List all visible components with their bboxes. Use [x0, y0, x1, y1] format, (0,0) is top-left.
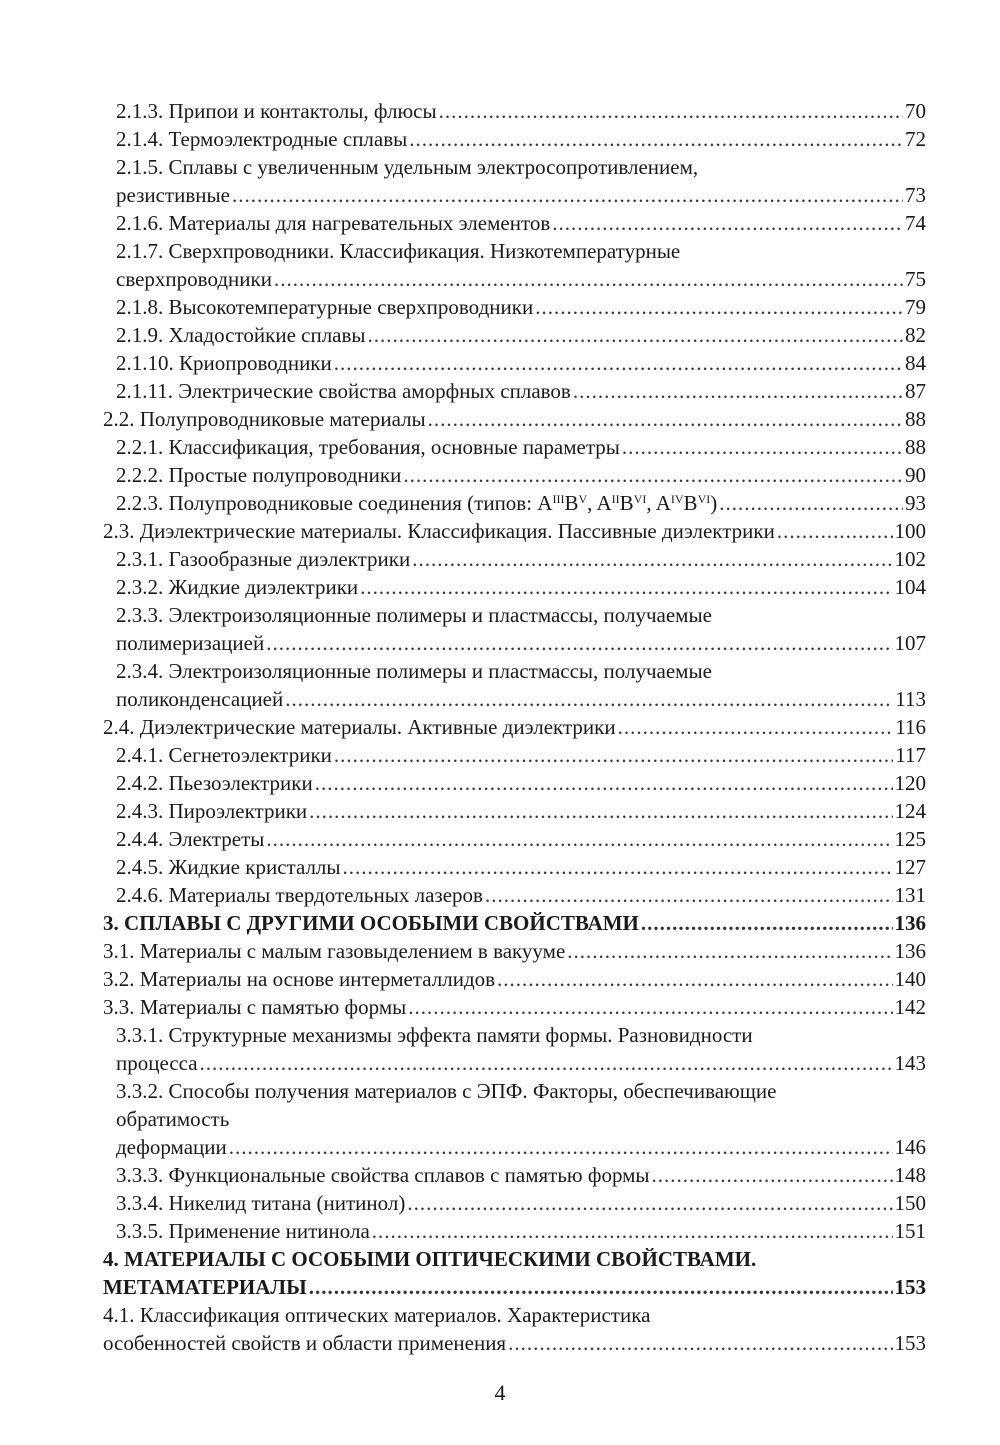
toc-entry-title: 3.3. Материалы с памятью формы — [103, 995, 407, 1019]
toc-entry-page: 74 — [905, 211, 926, 235]
toc-entry-page: 142 — [894, 995, 926, 1019]
toc-entry-title-line: 2.1.5. Сплавы с увеличенным удельным электросопротивлением, — [116, 155, 699, 179]
leader-dots — [309, 797, 892, 825]
toc-entry-page: 82 — [905, 323, 926, 347]
toc-entry-title-line: 2.3.4. Электроизоляционные полимеры и пластмассы, получаемые — [116, 659, 712, 683]
toc-entry-title: 2.1.8. Высокотемпературные сверхпроводники — [116, 295, 534, 319]
toc-entry-2-1-4[interactable] — [116, 125, 926, 153]
toc-entry-page: 113 — [895, 687, 926, 711]
toc-entry-title: 3.3.5. Применение нитинола — [116, 1219, 370, 1243]
toc-entry-3-3-1[interactable] — [116, 1021, 926, 1077]
toc-entry-title: резистивные — [116, 183, 230, 207]
toc-entry-3-3-4[interactable] — [116, 1189, 926, 1217]
toc-entry-2-4-3[interactable] — [116, 797, 926, 825]
toc-entry-title: поликонденсацией — [116, 687, 284, 711]
leader-dots — [567, 937, 892, 965]
leader-dots — [274, 265, 903, 293]
toc-entry-page: 117 — [895, 743, 926, 767]
leader-dots — [232, 181, 903, 209]
toc-entry-title: 2.1.9. Хладостойкие сплавы — [116, 323, 366, 347]
leader-dots — [428, 405, 903, 433]
toc-entry-title: 2.1.4. Термоэлектродные сплавы — [116, 127, 408, 151]
toc-entry-title: 3.3.3. Функциональные свойства сплавов с памятью формы — [116, 1163, 650, 1187]
leader-dots — [285, 685, 893, 713]
page-number: 4 — [494, 1380, 506, 1405]
leader-dots — [641, 909, 893, 937]
toc-entry-2-1-10[interactable] — [116, 349, 926, 377]
toc-entry-title: 2.4. Диэлектрические материалы. Активные диэлектрики — [103, 715, 616, 739]
toc-entry-page: 75 — [905, 267, 926, 291]
toc-entry-3-1[interactable] — [103, 937, 926, 965]
toc-entry-2-3-2[interactable] — [116, 573, 926, 601]
toc-entry-title: деформации — [116, 1135, 227, 1159]
toc-entry-page: 136 — [894, 911, 926, 935]
toc-entry-title-line: 3.3.1. Структурные механизмы эффекта памяти формы. Разновидности — [116, 1023, 753, 1047]
leader-dots — [407, 1189, 892, 1217]
leader-dots — [408, 993, 892, 1021]
toc-entry-3-3-2[interactable] — [116, 1077, 926, 1161]
toc-entry-page: 107 — [894, 631, 926, 655]
toc-entry-title: 3.1. Материалы с малым газовыделением в вакууме — [103, 939, 566, 963]
toc-entry-page: 124 — [894, 799, 926, 823]
toc-entry-page: 70 — [905, 99, 926, 123]
leader-dots — [412, 545, 892, 573]
toc-entry-page: 87 — [905, 379, 926, 403]
toc-entry-3-3-3[interactable] — [116, 1161, 926, 1189]
toc-entry-3-3-5[interactable] — [116, 1217, 926, 1245]
toc-entry-page: 116 — [895, 715, 926, 739]
toc-entry-page: 79 — [905, 295, 926, 319]
toc-entry-page: 93 — [905, 491, 926, 515]
toc-entry-page: 143 — [894, 1051, 926, 1075]
toc-entry-2-4-2[interactable] — [116, 769, 926, 797]
leader-dots — [229, 1133, 893, 1161]
toc-entry-2-2[interactable] — [103, 405, 926, 433]
toc-entry-title-line: 2.1.7. Сверхпроводники. Классификация. Низкотемпературные — [116, 239, 681, 263]
toc-entry-page: 72 — [905, 127, 926, 151]
toc-entry-page: 125 — [894, 827, 926, 851]
toc-entry-title: 2.2. Полупроводниковые материалы — [103, 407, 426, 431]
toc-entry-page: 88 — [905, 407, 926, 431]
toc-entry-title: особенностей свойств и области применения — [103, 1331, 507, 1355]
toc-entry-3-2[interactable] — [103, 965, 926, 993]
toc-entry-title-line: 3.3.2. Способы получения материалов с ЭПФ. Факторы, обеспечивающие — [116, 1079, 777, 1103]
leader-dots — [368, 321, 903, 349]
toc-entry-4-1[interactable] — [103, 1301, 926, 1357]
leader-dots — [309, 1273, 893, 1301]
leader-dots — [485, 881, 893, 909]
leader-dots — [315, 769, 893, 797]
toc-entry-title: 2.4.5. Жидкие кристаллы — [116, 855, 341, 879]
leader-dots — [200, 1049, 893, 1077]
toc-entry-2-4[interactable] — [103, 713, 926, 741]
toc-entry-2-4-6[interactable] — [116, 881, 926, 909]
toc-entry-3-3[interactable] — [103, 993, 926, 1021]
toc-entry-title: 2.2.3. Полупроводниковые соединения (типов: $A^{III}B^V$, $A^{II}B^{VI}$, $A^{IV}B^{VI}$) — [116, 491, 718, 515]
toc-entry-title-line: обратимость — [116, 1107, 230, 1131]
leader-dots — [508, 1329, 892, 1357]
toc-entry-page: 150 — [894, 1191, 926, 1215]
toc-entry-page: 151 — [894, 1219, 926, 1243]
leader-dots — [535, 293, 903, 321]
toc-entry-2-2-2[interactable] — [116, 461, 926, 489]
toc-entry-page: 100 — [894, 519, 926, 543]
toc-entry-2-4-1[interactable] — [116, 741, 926, 769]
toc-entry-2-4-4[interactable] — [116, 825, 926, 853]
leader-dots — [777, 517, 893, 545]
toc-entry-title: МЕТАМАТЕРИАЛЫ — [103, 1275, 307, 1299]
toc-entry-page: 88 — [905, 435, 926, 459]
toc-entry-title: 3.2. Материалы на основе интерметаллидов — [103, 967, 496, 991]
leader-dots — [439, 97, 903, 125]
toc-entry-title: полимеризацией — [116, 631, 265, 655]
toc-entry-title: процесса — [116, 1051, 198, 1075]
toc-entry-page: 140 — [894, 967, 926, 991]
toc-entry-title: 2.2.1. Классификация, требования, основные параметры — [116, 435, 620, 459]
toc-entry-2-3[interactable] — [103, 517, 926, 545]
leader-dots — [552, 209, 903, 237]
toc-entry-page: 102 — [894, 547, 926, 571]
toc-entry-title: 2.4.3. Пироэлектрики — [116, 799, 308, 823]
leader-dots — [360, 573, 892, 601]
toc-entry-title: сверхпроводники — [116, 267, 272, 291]
leader-dots — [403, 461, 903, 489]
toc-entry-title: 2.4.4. Электреты — [116, 827, 265, 851]
toc-entry-title: 2.3.2. Жидкие диэлектрики — [116, 575, 359, 599]
toc-entry-2-1-9[interactable] — [116, 321, 926, 349]
toc-entry-title: 2.3. Диэлектрические материалы. Классификация. Пассивные диэлектрики — [103, 519, 775, 543]
toc-entry-page: 84 — [905, 351, 926, 375]
leader-dots — [622, 433, 903, 461]
toc-entry-page: 131 — [894, 883, 926, 907]
toc-entry-page: 153 — [894, 1275, 926, 1299]
toc-entry-title: 2.1.11. Электрические свойства аморфных сплавов — [116, 379, 571, 403]
leader-dots — [652, 1161, 893, 1189]
leader-dots — [266, 629, 892, 657]
toc-entry-2-1-6[interactable] — [116, 209, 926, 237]
leader-dots — [372, 1217, 893, 1245]
toc-entry-title: 2.4.2. Пьезоэлектрики — [116, 771, 313, 795]
toc-entry-2-1-3[interactable] — [116, 97, 926, 125]
toc-entry-2-1-8[interactable] — [116, 293, 926, 321]
toc-entry-page: 104 — [894, 575, 926, 599]
leader-dots — [409, 125, 903, 153]
toc-entry-page: 73 — [905, 183, 926, 207]
toc-entry-page: 127 — [894, 855, 926, 879]
leader-dots — [334, 349, 903, 377]
table-of-contents — [0, 97, 1000, 1357]
toc-entry-title: 3. СПЛАВЫ С ДРУГИМИ ОСОБЫМИ СВОЙСТВАМИ — [103, 911, 639, 935]
toc-entry-page: 120 — [894, 771, 926, 795]
leader-dots — [573, 377, 903, 405]
toc-entry-title: 2.3.1. Газообразные диэлектрики — [116, 547, 411, 571]
leader-dots — [618, 713, 894, 741]
toc-entry-2-3-4[interactable] — [116, 657, 926, 713]
toc-entry-3[interactable] — [103, 909, 926, 937]
toc-entry-title-line: 4.1. Классификация оптических материалов. Характеристика — [103, 1303, 651, 1327]
leader-dots — [719, 489, 903, 517]
leader-dots — [343, 853, 893, 881]
toc-entry-title: 3.3.4. Никелид титана (нитинол) — [116, 1191, 406, 1215]
toc-entry-2-3-1[interactable] — [116, 545, 926, 573]
leader-dots — [497, 965, 892, 993]
toc-entry-2-2-3[interactable] — [116, 489, 926, 517]
toc-entry-2-2-1[interactable] — [116, 433, 926, 461]
toc-entry-title: 2.1.10. Криопроводники — [116, 351, 332, 375]
toc-entry-title-line: 4. МАТЕРИАЛЫ С ОСОБЫМИ ОПТИЧЕСКИМИ СВОЙСТВАМИ. — [103, 1247, 757, 1271]
toc-entry-2-4-5[interactable] — [116, 853, 926, 881]
toc-entry-2-1-7[interactable] — [116, 237, 926, 293]
toc-entry-2-3-3[interactable] — [116, 601, 926, 657]
toc-entry-page: 153 — [894, 1331, 926, 1355]
toc-entry-title: 2.4.6. Материалы твердотельных лазеров — [116, 883, 483, 907]
leader-dots — [266, 825, 892, 853]
toc-entry-page: 146 — [894, 1135, 926, 1159]
toc-entry-4[interactable] — [103, 1245, 926, 1301]
toc-entry-title-line: 2.3.3. Электроизоляционные полимеры и пластмассы, получаемые — [116, 603, 712, 627]
toc-entry-page: 90 — [905, 463, 926, 487]
toc-entry-page: 136 — [894, 939, 926, 963]
toc-entry-title: 2.4.1. Сегнетоэлектрики — [116, 743, 332, 767]
toc-entry-2-1-11[interactable] — [116, 377, 926, 405]
leader-dots — [334, 741, 893, 769]
toc-entry-page: 148 — [894, 1163, 926, 1187]
toc-entry-title: 2.1.6. Материалы для нагревательных элементов — [116, 211, 551, 235]
toc-entry-2-1-5[interactable] — [116, 153, 926, 209]
toc-entry-title: 2.2.2. Простые полупроводники — [116, 463, 402, 487]
toc-entry-title: 2.1.3. Припои и контактолы, флюсы — [116, 99, 437, 123]
